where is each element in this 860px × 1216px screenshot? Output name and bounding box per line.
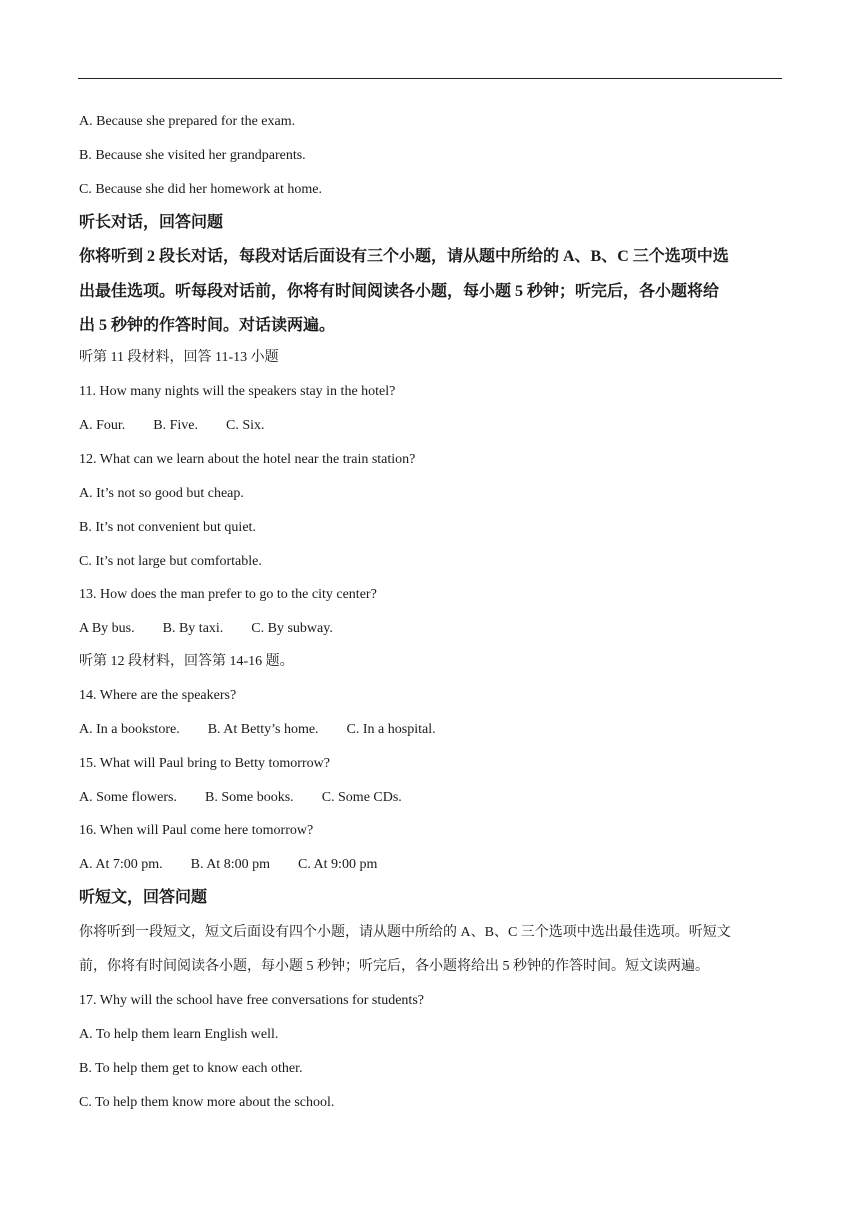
q14-question: 14. Where are the speakers? (79, 688, 237, 703)
q17-option-c: C. To help them know more about the school. (79, 1095, 335, 1110)
short-passage-heading: 听短文，回答问题 (79, 889, 208, 906)
q11-option-b: B. Five. (153, 418, 199, 433)
material-11-label: 听第 11 段材料，回答 11-13 小题 (79, 350, 279, 365)
material-12-label: 听第 12 段材料，回答第 14-16 题。 (79, 654, 294, 669)
q10-option-c: C. Because she did her homework at home. (79, 182, 322, 197)
q13-options (79, 620, 361, 638)
q12-option-b: B. It’s not convenient but quiet. (79, 520, 256, 535)
short-passage-instructions-1: 你将听到一段短文，短文后面设有四个小题，请从题中所给的 A、B、C 三个选项中选出最佳选项。听短文 (79, 925, 731, 940)
q13-option-b: B. By taxi. (162, 621, 224, 636)
q10-option-a: A. Because she prepared for the exam. (79, 114, 296, 129)
q17-option-b: B. To help them get to know each other. (79, 1061, 303, 1076)
q11-question: 11. How many nights will the speakers stay in the hotel? (79, 384, 396, 399)
q16-option-c: C. At 9:00 pm (297, 857, 378, 872)
q11-option-c: C. Six. (226, 418, 265, 433)
long-dialogue-heading: 听长对话，回答问题 (79, 214, 224, 231)
q15-options (79, 789, 430, 807)
q15-option-c: C. Some CDs. (321, 790, 402, 805)
q11-option-a: A. Four. (79, 418, 126, 433)
q14-option-a: A. In a bookstore. (79, 722, 180, 737)
q12-question: 12. What can we learn about the hotel near the train station? (79, 452, 416, 467)
q11-options (79, 417, 293, 435)
q15-question: 15. What will Paul bring to Betty tomorrow? (79, 756, 330, 771)
q17-option-a: A. To help them learn English well. (79, 1027, 279, 1042)
q10-option-b: B. Because she visited her grandparents. (79, 148, 306, 163)
q15-option-b: B. Some books. (205, 790, 294, 805)
q16-options (79, 856, 405, 874)
q16-question: 16. When will Paul come here tomorrow? (79, 823, 314, 838)
long-dialogue-instructions-2: 出最佳选项。听每段对话前，你将有时间阅读各小题，每小题 5 秒钟；听完后，各小题将给 (79, 283, 720, 300)
q13-option-c: C. By subway. (251, 621, 333, 636)
short-passage-instructions-2: 前，你将有时间阅读各小题，每小题 5 秒钟；听完后，各小题将给出 5 秒钟的作答时间。短文读两遍。 (79, 959, 709, 974)
q12-option-a: A. It’s not so good but cheap. (79, 486, 244, 501)
long-dialogue-instructions-1: 你将听到 2 段长对话，每段对话后面设有三个小题，请从题中所给的 A、B、C 三个选项中选 (79, 248, 729, 265)
q14-option-c: C. In a hospital. (346, 722, 436, 737)
q13-question: 13. How does the man prefer to go to the city center? (79, 587, 377, 602)
long-dialogue-instructions-3: 出 5 秒钟的作答时间。对话读两遍。 (79, 317, 336, 334)
q16-option-b: B. At 8:00 pm (190, 857, 270, 872)
q12-option-c: C. It’s not large but comfortable. (79, 554, 262, 569)
q16-option-a: A. At 7:00 pm. (79, 857, 163, 872)
q17-question: 17. Why will the school have free conversations for students? (79, 993, 424, 1008)
q13-option-a: A By bus. (79, 621, 135, 636)
q14-options (79, 721, 464, 739)
header-rule (78, 78, 782, 79)
q14-option-b: B. At Betty’s home. (207, 722, 319, 737)
q15-option-a: A. Some flowers. (79, 790, 177, 805)
